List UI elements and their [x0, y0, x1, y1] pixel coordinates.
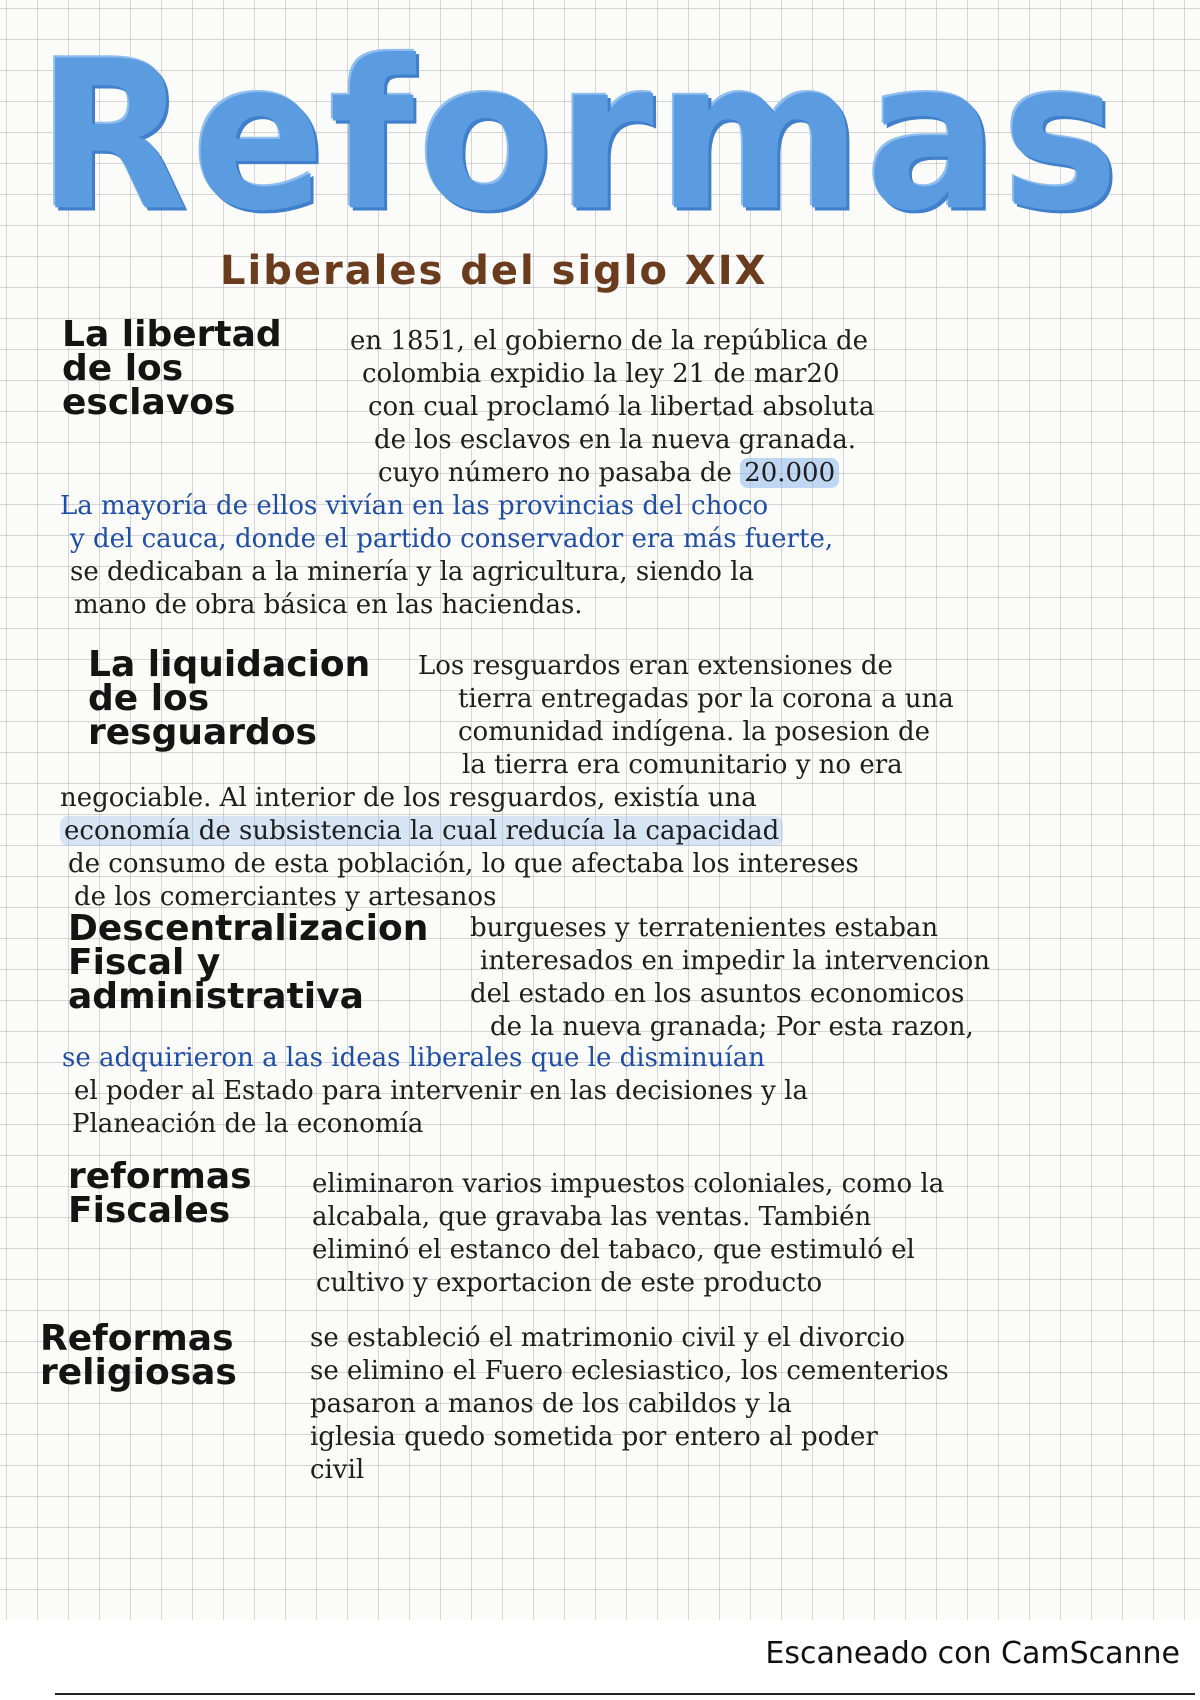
text-line: burgueses y terratenientes estaban — [470, 913, 939, 943]
heading-libertad-esclavos: La libertad de los esclavos — [62, 314, 282, 423]
scanner-watermark: Escaneado con CamScanne — [765, 1636, 1180, 1671]
paragraph-libertad-esclavos — [350, 325, 1110, 490]
text-line: civil — [310, 1455, 365, 1485]
text-line: se estableció el matrimonio civil y el divorcio — [310, 1323, 906, 1353]
text-line: el poder al Estado para intervenir en las decisiones y la — [74, 1076, 808, 1106]
text-line — [60, 815, 1140, 848]
text-line — [350, 457, 1110, 490]
footer-divider — [55, 1693, 1195, 1695]
text-line: Los resguardos eran extensiones de — [418, 651, 893, 681]
text-line: la tierra era comunitario y no era — [462, 750, 903, 780]
text-line: iglesia quedo sometida por entero al poder — [310, 1422, 878, 1452]
text-line: de los comerciantes y artesanos — [74, 882, 497, 912]
heading-reformas-religiosas: Reformas religiosas — [40, 1318, 237, 1393]
text-line: pasaron a manos de los cabildos y la — [310, 1389, 792, 1419]
text-line: se adquirieron a las ideas liberales que le disminuían — [62, 1043, 765, 1073]
text-line: y del cauca, donde el partido conservador era más fuerte, — [70, 524, 834, 554]
text-line: La mayoría de ellos vivían en las provincias del choco — [60, 491, 769, 521]
text-line: alcabala, que gravaba las ventas. También — [312, 1202, 872, 1232]
text-line: se elimino el Fuero eclesiastico, los cementerios — [310, 1356, 949, 1386]
text-line: comunidad indígena. la posesion de — [458, 717, 931, 747]
text-line: Planeación de la economía — [72, 1109, 424, 1139]
page-subtitle: Liberales del siglo XIX — [220, 248, 768, 294]
text-line: de consumo de esta población, lo que afectaba los intereses — [68, 849, 859, 879]
text-line: se dedicaban a la minería y la agricultura, siendo la — [70, 557, 755, 587]
text-fragment: cuyo número no pasaba de — [378, 458, 732, 488]
text-line: cultivo y exportacion de este producto — [316, 1268, 823, 1298]
paragraph-reformas-religiosas — [310, 1322, 1130, 1487]
text-line: negociable. Al interior de los resguardos, existía una — [60, 783, 757, 813]
paragraph-esclavos-continuacion — [60, 490, 1120, 622]
heading-descentralizacion: Descentralizacion Fiscal y administrativa — [68, 908, 429, 1017]
text-line: de la nueva granada; Por esta razon, — [490, 1012, 974, 1042]
paragraph-descentralizacion-continuacion — [62, 1042, 1142, 1141]
text-line: de los esclavos en la nueva granada. — [374, 425, 856, 455]
paragraph-resguardos-continuacion — [60, 782, 1140, 914]
text-line: con cual proclamó la libertad absoluta — [368, 392, 875, 422]
text-line: eliminaron varios impuestos coloniales, como la — [312, 1169, 945, 1199]
paragraph-resguardos — [418, 650, 1118, 782]
text-line: colombia expidio la ley 21 de mar20 — [362, 359, 840, 389]
text-line: del estado en los asuntos economicos — [470, 979, 965, 1009]
paragraph-reformas-fiscales — [312, 1168, 1122, 1300]
text-line: mano de obra básica en las haciendas. — [74, 590, 583, 620]
text-line: eliminó el estanco del tabaco, que estimuló el — [312, 1235, 915, 1265]
text-line: en 1851, el gobierno de la república de — [350, 326, 869, 356]
heading-liquidacion-resguardos: La liquidacion de los resguardos — [88, 644, 371, 753]
text-line: tierra entregadas por la corona a una — [458, 684, 954, 714]
paragraph-descentralizacion — [470, 912, 1120, 1044]
highlighted-text: economía de subsistencia la cual reducía la capacidad — [60, 816, 783, 846]
text-line: interesados en impedir la intervencion — [480, 946, 991, 976]
heading-reformas-fiscales: reformas Fiscales — [68, 1156, 252, 1231]
page-title: Reformas — [37, 17, 1123, 257]
highlighted-number: 20.000 — [740, 458, 839, 488]
